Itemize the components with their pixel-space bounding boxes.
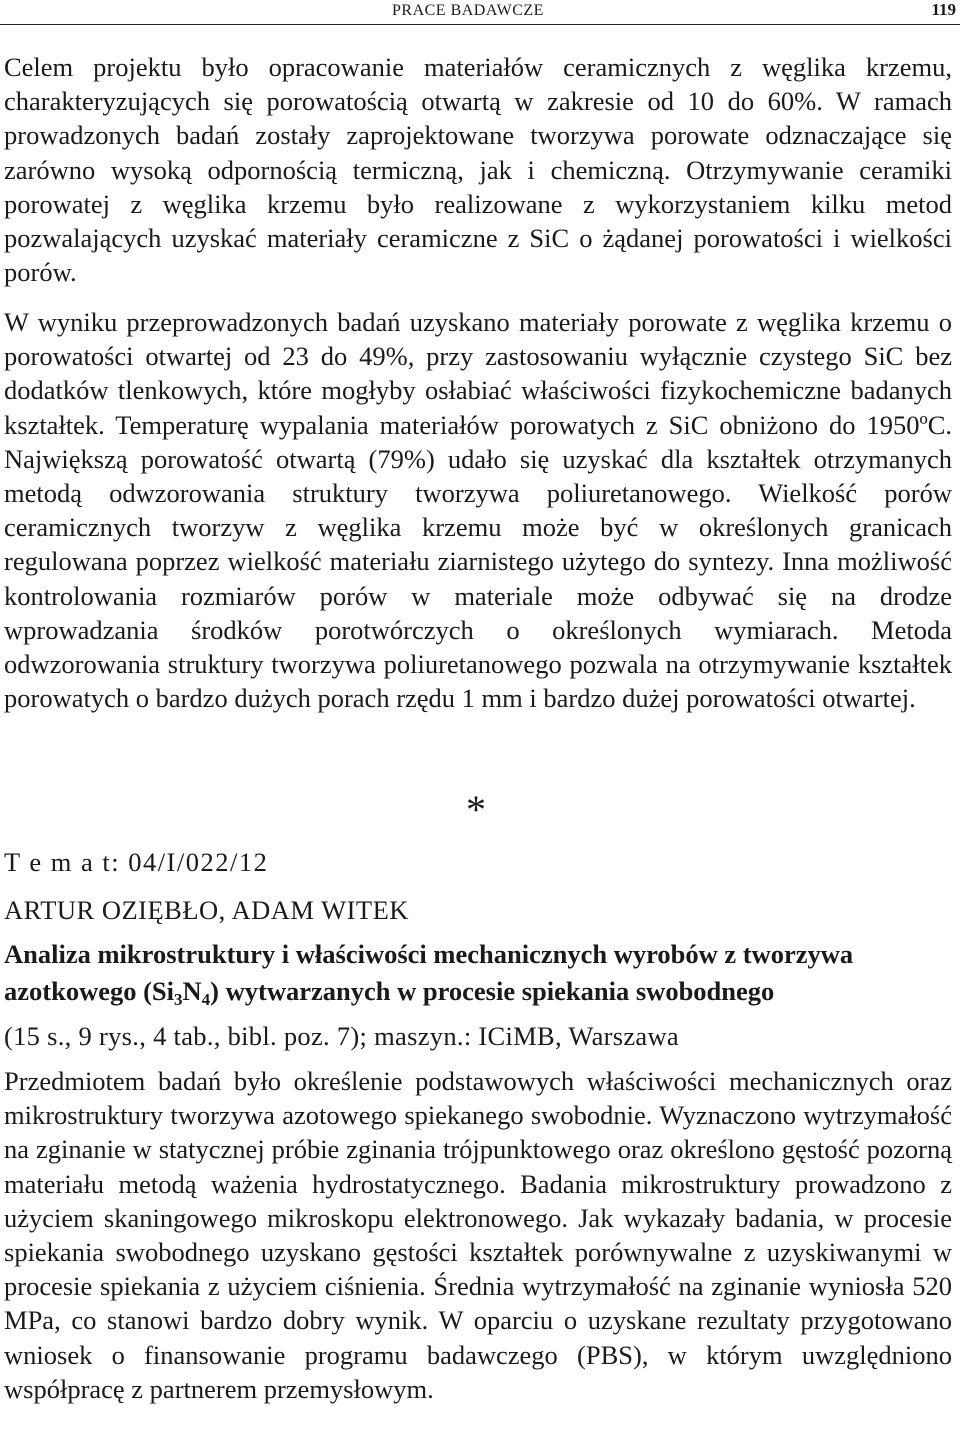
entry-title: [4, 936, 952, 1010]
running-header: [0, 0, 960, 25]
header-section-title: PRACE BADAWCZE: [392, 2, 544, 19]
title-subscript-1: 3: [174, 990, 183, 1009]
bibliographic-info: (15 s., 9 rys., 4 tab., bibl. poz. 7); maszyn.: ICiMB, Warszawa: [4, 1021, 679, 1051]
paragraph-study-summary: Przedmiotem badań było określenie podstawowych właściwości mechanicznych oraz mikrostruktury tworzywa azotowego spiekanego swobodnie. Wyznaczono wytrzymałość na zginanie w statycznej próbie zginania trójpunktowego oraz określono gęstość pozorną materiału metodą ważenia hydrostatycznego. Badania mikrostruktury prowadzono z użyciem skaningowego mikroskopu elektronowego. Jak wykazały badania, w procesie spiekania swobodnego uzyskano gęstości kształtek porównywalne z uzyskiwanymi w procesie spiekania z użyciem ciśnienia. Średnia wytrzymałość na zginanie wyniosła 520 MPa, co stanowi bardzo dobry wynik. W oparciu o uzyskane rezultaty przygotowano wniosek o finansowanie programu badawczego (PBS), w którym uwzględniono współpracę z partnerem przemysłowym.: [4, 1066, 952, 1404]
topic-code: T e m a t: 04/I/022/12: [4, 847, 269, 877]
title-part-1: Analiza mikrostruktury i właściwości mechanicznych wyrobów z tworzywa azotkowego (Si: [4, 939, 854, 1006]
title-mid: N: [182, 976, 202, 1006]
authors: ARTUR OZIĘBŁO, ADAM WITEK: [4, 895, 409, 925]
title-part-2: ) wytwarzanych w procesie spiekania swobodnego: [210, 976, 775, 1006]
section-separator-asterisk: *: [466, 787, 486, 832]
page-number: 119: [931, 0, 956, 19]
paragraph-project-goal: Celem projektu było opracowanie materiałów ceramicznych z węglika krzemu, charakteryzujących się porowatością otwartą w zakresie od 10 do 60%. W ramach prowadzonych badań zostały zaprojektowane tworzywa porowate odznaczające się zarówno wysoką odpornością termiczną, jak i chemiczną. Otrzymywanie ceramiki porowatej z węglika krzemu było realizowane z wykorzystaniem kilku metod pozwalających uzyskać materiały ceramiczne z SiC o żądanej porowatości i wielkości porów.: [4, 52, 952, 288]
paragraph-research-results: W wyniku przeprowadzonych badań uzyskano materiały porowate z węglika krzemu o porowatości otwartej od 23 do 49%, przy zastosowaniu wyłącznie czystego SiC bez dodatków tlenkowych, które mogłyby osłabiać właściwości fizykochemiczne badanych kształtek. Temperaturę wypalania materiałów porowatych z SiC obniżono do 1950ºC. Największą porowatość otwartą (79%) udało się uzyskać dla kształtek otrzymanych metodą odwzorowania struktury tworzywa poliuretanowego. Wielkość porów ceramicznych tworzyw z węglika krzemu może być w określonych granicach regulowana poprzez wielkość materiału ziarnistego użytego do syntezy. Inna możliwość kontrolowania rozmiarów porów w materiale może odbywać się na drodze wprowadzania środków porotwórczych o określonych wymiarach. Metoda odwzorowania struktury tworzywa poliuretanowego pozwala na otrzymywanie kształtek porowatych o bardzo dużych porach rzędu 1 mm i bardzo dużej porowatości otwartej.: [4, 307, 952, 714]
title-subscript-2: 4: [201, 990, 211, 1009]
